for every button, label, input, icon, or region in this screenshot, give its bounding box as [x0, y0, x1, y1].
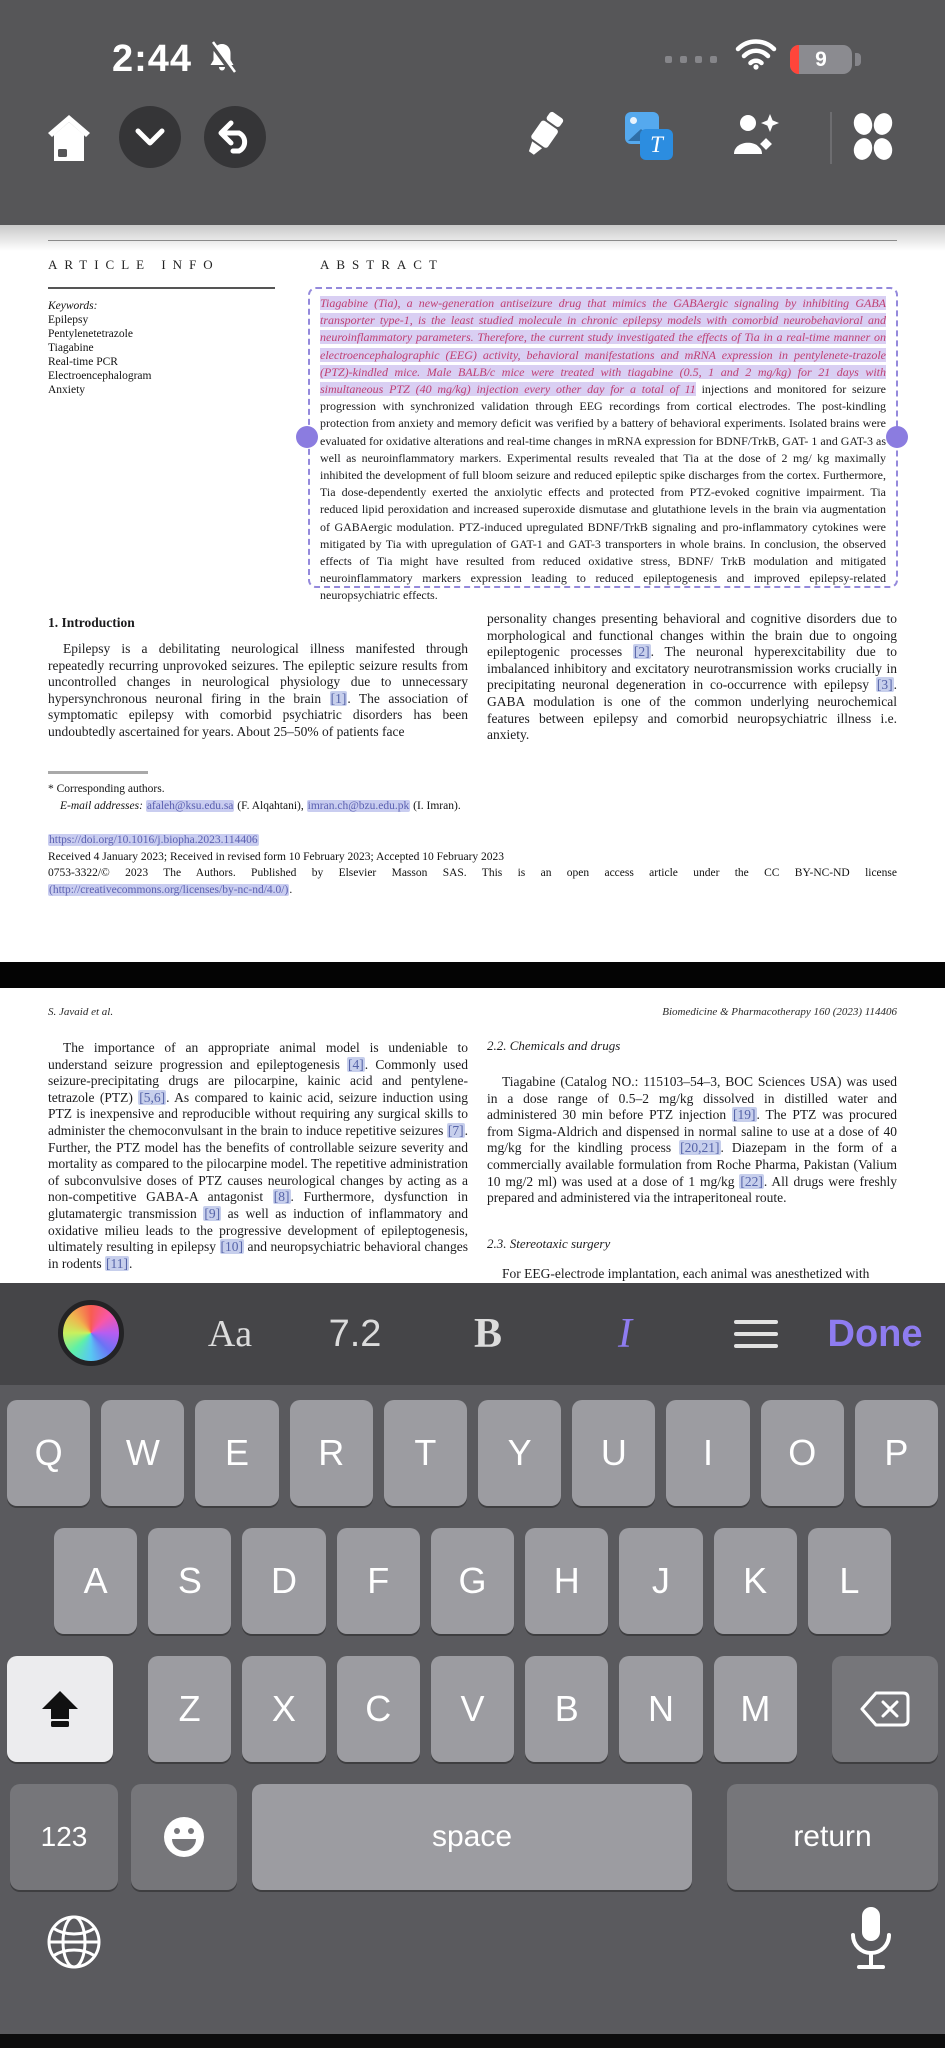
- keyboard-row-2: [0, 1528, 945, 1634]
- battery-percent: 9: [815, 47, 827, 71]
- abstract-header: ABSTRACT: [320, 257, 444, 272]
- footnote-separator: [48, 771, 148, 774]
- key-a[interactable]: A: [54, 1528, 137, 1634]
- key-d[interactable]: D: [242, 1528, 325, 1634]
- key-l[interactable]: L: [808, 1528, 891, 1634]
- battery-nub: [855, 53, 861, 66]
- key-z[interactable]: Z: [148, 1656, 231, 1762]
- text-format-bar: [0, 1283, 945, 1385]
- page1-top-rule: [48, 240, 897, 241]
- corresponding-authors-note: * Corresponding authors.: [48, 783, 165, 795]
- keyword: Anxiety: [48, 384, 86, 396]
- keyword: Real-time PCR: [48, 356, 118, 368]
- key-y[interactable]: Y: [478, 1400, 561, 1506]
- keywords-label: Keywords:: [48, 300, 98, 312]
- pdf-page-1: [0, 225, 945, 962]
- numbers-key[interactable]: 123: [10, 1784, 118, 1890]
- battery-icon: [790, 45, 852, 74]
- font-style-button[interactable]: Aa: [207, 1313, 253, 1355]
- key-x[interactable]: X: [242, 1656, 325, 1762]
- selection-handle-right[interactable]: [886, 426, 908, 448]
- section-2-2-heading: 2.2. Chemicals and drugs: [487, 1038, 621, 1053]
- key-v[interactable]: V: [431, 1656, 514, 1762]
- key-r[interactable]: R: [290, 1400, 373, 1506]
- key-i[interactable]: I: [666, 1400, 749, 1506]
- key-c[interactable]: C: [337, 1656, 420, 1762]
- key-u[interactable]: U: [572, 1400, 655, 1506]
- key-s[interactable]: S: [148, 1528, 231, 1634]
- wifi-icon: [735, 38, 777, 75]
- page2-right-column: Tiagabine (Catalog NO.: 115103–54–3, BOC Sciences USA) was used in a dose range of 0.5–2 mg/kg dissolved in distilled water and administered 30 min before PTZ injection [19]. The PTZ was procured from Sigma-Aldrich and dispensed in normal saline to use at a dose of 40 mg/kg for the kindling process [20,21]. Diazepam in the form of a commercially available formulation from Roche Pharma, Pakistan (Valium 10 mg/2 ml) was used at a dose of 1 mg/kg [22]. All drugs were freshly prepared and administered via the intraperitoneal route.: [487, 1074, 897, 1206]
- line-spacing-button[interactable]: [716, 1283, 796, 1385]
- key-t[interactable]: T: [384, 1400, 467, 1506]
- key-o[interactable]: O: [761, 1400, 844, 1506]
- done-button[interactable]: Done: [827, 1312, 923, 1355]
- text-tool-glyph: T: [640, 129, 673, 160]
- intro-left-column: Epilepsy is a debilitating neurological illness manifested through repeatedly recurring unprovoked seizures. The epileptic seizure results from uncontrolled changes in neurological physiology due to unnecessary hypersynchronous neuronal firing in the brain [1]. The association of symptomatic epilepsy with comorbid psychiatric disorders has been undoubtedly ascertained for years. About 25–50% of patients face: [48, 641, 468, 739]
- page-divider-gap: [0, 962, 945, 988]
- return-key[interactable]: return: [727, 1784, 938, 1890]
- emoji-key[interactable]: [131, 1784, 237, 1890]
- key-j[interactable]: J: [619, 1528, 702, 1634]
- ios-keyboard: [0, 1385, 945, 2048]
- keyword: Electroencephalogram: [48, 370, 152, 382]
- header-bar: [0, 0, 945, 225]
- key-n[interactable]: N: [619, 1656, 702, 1762]
- ai-assistant-button[interactable]: [730, 110, 782, 162]
- key-e[interactable]: E: [195, 1400, 278, 1506]
- selection-handle-left[interactable]: [296, 426, 318, 448]
- key-p[interactable]: P: [855, 1400, 938, 1506]
- pdf-page-2: [0, 988, 945, 1283]
- cellular-signal-icon: [665, 56, 717, 63]
- section-2-3-partial-text: For EEG-electrode implantation, each animal was anesthetized with: [502, 1266, 870, 1281]
- font-size-value[interactable]: 7.2: [328, 1312, 382, 1355]
- key-w[interactable]: W: [101, 1400, 184, 1506]
- section-2-3-heading: 2.3. Stereotaxic surgery: [487, 1236, 611, 1251]
- undo-button[interactable]: [204, 106, 266, 168]
- intro-right-column: personality changes presenting behavioral and cognitive disorders due to morphological and functional changes within the brain due to ongoing epileptogenic processes [2]. The neuronal hyperexcitability due to imbalanced inhibitory and excitatory neurotransmission works crucially in precipitating neuronal degeneration in co-occurrence with epilepsy [3]. GABA modulation is one of the common underlying neurochemical features between epilepsy and comorbid neuropsychiatric illness i.e. anxiety.: [487, 611, 898, 743]
- highlighter-tool-button[interactable]: [518, 105, 570, 165]
- article-info-header: ARTICLE INFO: [48, 257, 220, 272]
- dictation-mic-key[interactable]: [845, 1905, 897, 1982]
- bell-slash-icon: [204, 40, 240, 81]
- backspace-key[interactable]: [832, 1656, 938, 1762]
- toolbar-divider: [830, 112, 832, 164]
- shift-key[interactable]: [7, 1656, 113, 1762]
- running-header-author: S. Javaid et al.: [48, 1006, 114, 1018]
- key-q[interactable]: Q: [7, 1400, 90, 1506]
- home-button[interactable]: [46, 112, 92, 164]
- received-dates-line: Received 4 January 2023; Received in revised form 10 February 2023; Accepted 10 February 2023: [48, 851, 505, 863]
- license-line: 0753-3322/© 2023 The Authors. Published by Elsevier Masson SAS. This is an open access article under the CC BY-NC-ND license: [48, 867, 897, 879]
- key-g[interactable]: G: [431, 1528, 514, 1634]
- keyword: Tiagabine: [48, 342, 94, 354]
- abstract-text: Tiagabine (Tia), a new-generation antiseizure drug that mimics the GABAergic signaling by inhibiting GABA transporter type-1, is the least studied molecule in chronic epilepsy models with comorbid neurobehavioral and neuroinflammatory parameters. Therefore, the current study investigated the effects of Tia in a real-time manner on electroencephalographic (EEG) activity, behavioral manifestations and mRNA expression in pentylenete-trazole (PTZ)-kindled mice. Male BALB/c mice were treated with tiagabine (0.5, 1 and 2 mg/kg) for 21 days with simultaneous PTZ (40 mg/kg) injection every other day for a total of 11 injections and monitored for seizure progression with synchronized validation through EEG recordings from cortical electrodes. The post-kindling protection from anxiety and memory deficit was verified by a battery of behavioral experiments. Isolated brains were evaluated for oxidative alterations and real-time changes in mRNA expression for BDNF/TrkB, GAT- 1 and GAT-3 as well as neuroinflammatory markers. Experimental results revealed that Tia at the dose of 2 mg/ kg maximally inhibited the development of full bloom seizure and reduced epileptic spike discharges from the cortex. Furthermore, Tia dose-dependently exerted the anxiolytic effects and protected from PTZ-evoked cognitive impairment. Tia reduced lipid peroxidation and increased superoxide dismutase and glutathione levels in the brain via augmentation of GABAergic modulation. PTZ-induced upregulated BDNF/TrkB signaling and pro-inflammatory cytokines were mitigated by Tia with upregulation of GAT-1 and GAT-3 transporters in whole brains. In conclusion, the observed effects of Tia might have resulted from reduced oxidative stress, BDNF/ TrkB modulation and mitigated neuroinflammatory markers expression leading to reduced epileptogenesis and improved epilepsy-related neuropsychiatric effects.: [320, 296, 886, 603]
- bold-button[interactable]: B: [473, 1311, 502, 1357]
- collapse-toolbar-button[interactable]: [119, 106, 181, 168]
- globe-key[interactable]: [45, 1913, 103, 1976]
- keyword: Epilepsy: [48, 314, 89, 326]
- key-m[interactable]: M: [714, 1656, 797, 1762]
- italic-button[interactable]: I: [618, 1311, 632, 1357]
- running-header-journal: Biomedicine & Pharmacotherapy 160 (2023) 114406: [662, 1006, 897, 1018]
- license-url[interactable]: (http://creativecommons.org/licenses/by-nc-nd/4.0/).: [49, 884, 293, 896]
- status-time: 2:44: [112, 38, 193, 80]
- space-key[interactable]: space: [252, 1784, 692, 1890]
- text-annotation-tool-button[interactable]: [625, 112, 673, 160]
- keyboard-row-3: [148, 1656, 797, 1762]
- doi-link[interactable]: https://doi.org/10.1016/j.biopha.2023.114406: [49, 834, 258, 846]
- key-k[interactable]: K: [714, 1528, 797, 1634]
- keywords-block: [48, 299, 151, 397]
- key-h[interactable]: H: [525, 1528, 608, 1634]
- color-wheel-button[interactable]: [58, 1300, 124, 1366]
- article-info-rule: [48, 287, 275, 289]
- email-addresses-line[interactable]: E-mail addresses: afaleh@ksu.edu.sa (F. Alqahtani), imran.ch@bzu.edu.pk (I. Imran).: [60, 800, 461, 812]
- apps-button[interactable]: [846, 112, 900, 162]
- keyword: Pentylenetetrazole: [48, 328, 133, 340]
- page2-left-column: The importance of an appropriate animal model is undeniable to understand seizure progression and epileptogenesis [4]. Commonly used seizure-precipitating drugs are pilocarpine, kainic acid and pentylene-tetrazole (PTZ) [5,6]. As compared to kainic acid, seizure induction using PTZ is inexpensive and reproducible without requiring any surgical skills to administer the chemoconvulsant in the brain to induce repetitive seizures [7]. Further, the PTZ model has the benefits of controllable seizure severity and mortality as compared to the pilocarpine model. The repetitive administration of subconvulsive doses of PTZ causes neurological changes by acting as a non-competitive GABA-A antagonist [8]. Furthermore, dysfunction in glutamatergic transmission [9] as well as induction of inflammatory and oxidative milieu leads to the progressive development of epileptogenesis, ultimately resulting in epilepsy [10] and neuropsychiatric behavioral changes in rodents [11].: [48, 1040, 468, 1271]
- intro-heading: 1. Introduction: [48, 615, 135, 630]
- home-indicator-area: [0, 2034, 945, 2048]
- key-b[interactable]: B: [525, 1656, 608, 1762]
- keyboard-row-1: [0, 1400, 945, 1506]
- key-f[interactable]: F: [337, 1528, 420, 1634]
